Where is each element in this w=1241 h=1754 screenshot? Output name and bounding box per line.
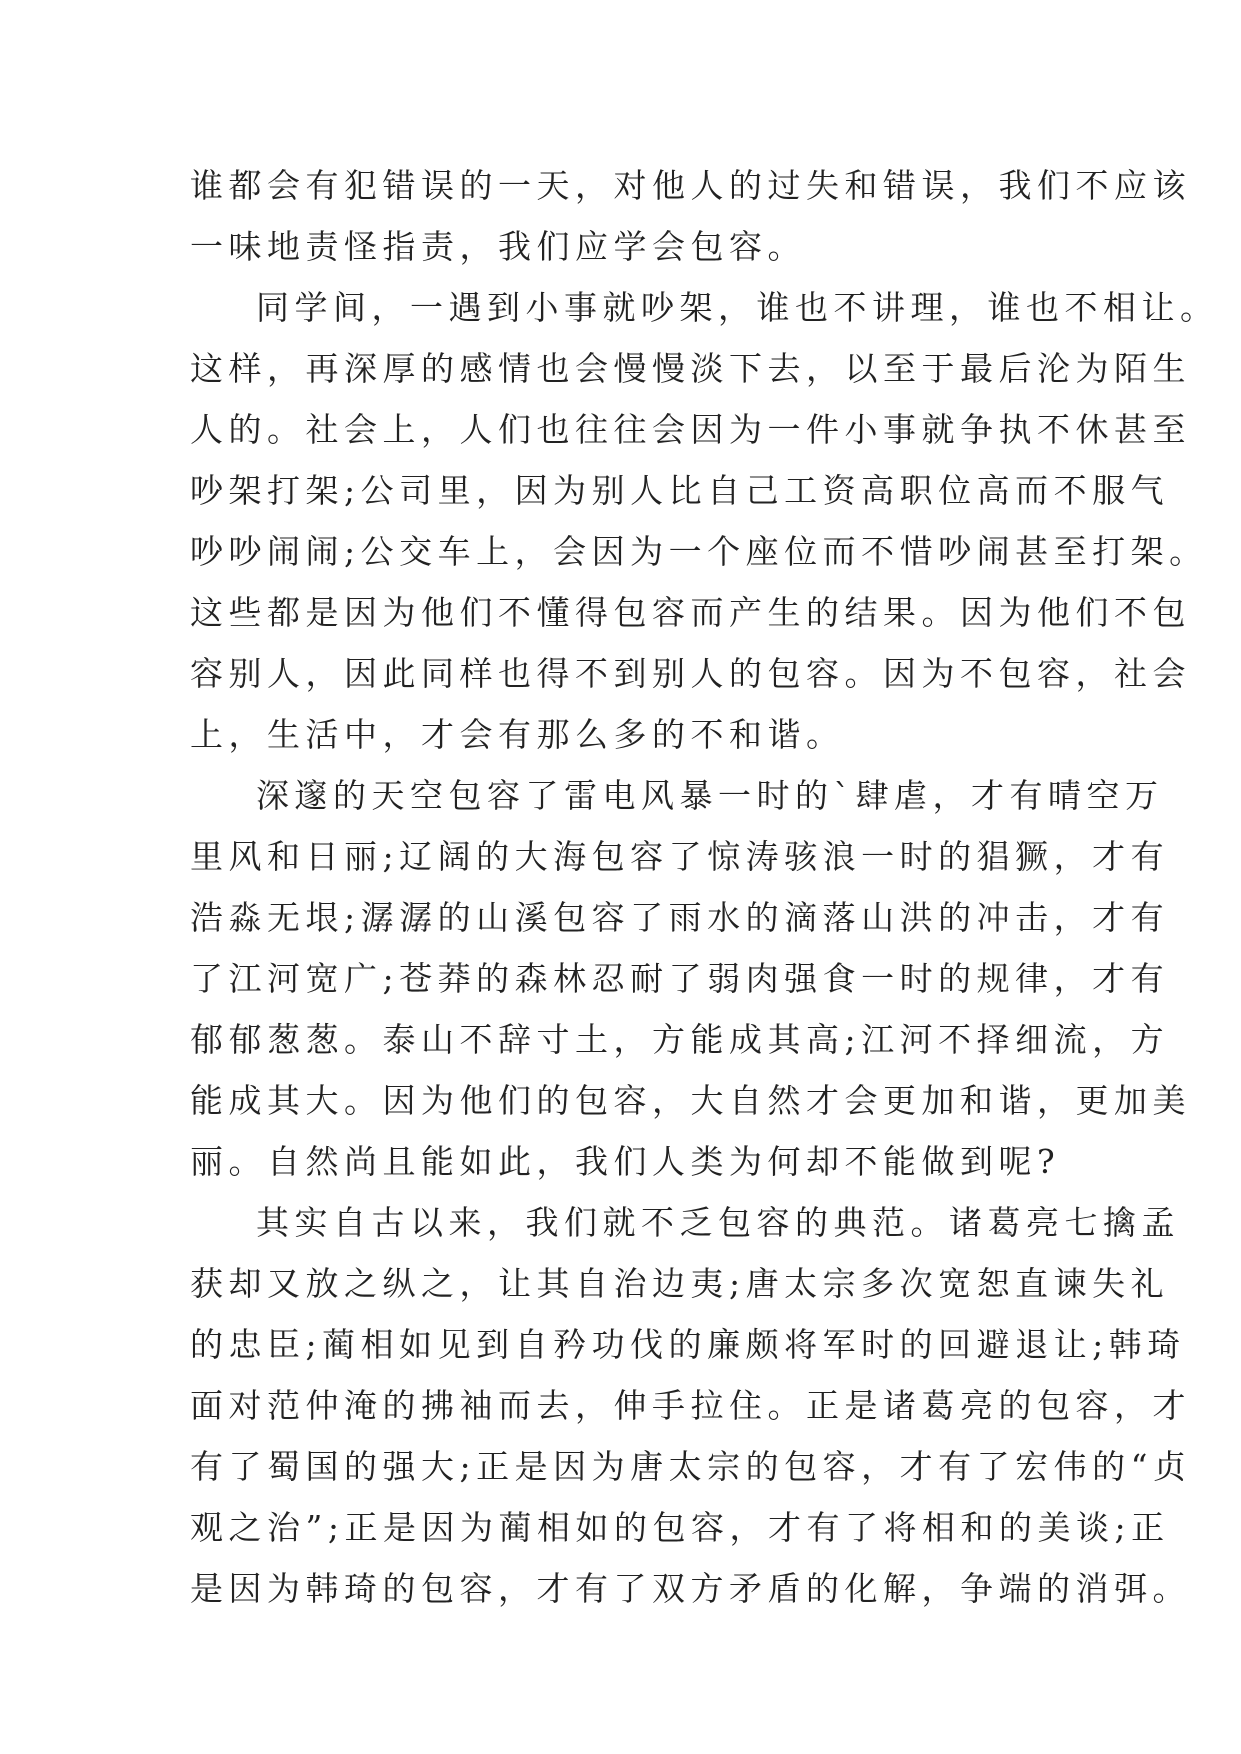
text-line: 吵吵闹闹;公交车上，会因为一个座位而不惜吵闹甚至打架。 [190,532,1208,571]
essay-body [190,155,1219,1619]
text-line: 一味地责怪指责，我们应学会包容。 [190,227,806,266]
text-line: 这些都是因为他们不懂得包容而产生的结果。因为他们不包 [190,593,1191,632]
text-line: 的忠臣;蔺相如见到自矜功伐的廉颇将军时的回避退让;韩琦 [190,1325,1186,1364]
text-line: 有了蜀国的强大;正是因为唐太宗的包容，才有了宏伟的“贞 [190,1447,1192,1486]
text-line: 吵架打架;公司里，因为别人比自己工资高职位高而不服气 [190,471,1170,510]
text-line: 这样，再深厚的感情也会慢慢淡下去，以至于最后沦为陌生 [190,349,1191,388]
text-line: 获却又放之纵之，让其自治边夷;唐太宗多次宽恕直谏失礼 [190,1264,1170,1303]
text-line: 了江河宽广;苍莽的森林忍耐了弱肉强食一时的规律，才有 [190,959,1170,998]
text-line: 浩淼无垠;潺潺的山溪包容了雨水的滴落山洪的冲击，才有 [190,898,1170,937]
text-line: 丽。自然尚且能如此，我们人类为何却不能做到呢? [190,1142,1061,1181]
text-line: 人的。社会上，人们也往往会因为一件小事就争执不休甚至 [190,410,1191,449]
text-line: 郁郁葱葱。泰山不辞寸土，方能成其高;江河不择细流，方 [190,1020,1170,1059]
paragraph-start-line: 其实自古以来，我们就不乏包容的典范。诸葛亮七擒孟 [256,1203,1180,1242]
paragraph-start-line: 深邃的天空包容了雷电风暴一时的`肆虐，才有晴空万 [256,776,1164,815]
paragraph-start-line: 同学间，一遇到小事就吵架，谁也不讲理，谁也不相让。 [256,288,1219,327]
text-line: 上，生活中，才会有那么多的不和谐。 [190,715,845,754]
text-line: 容别人，因此同样也得不到别人的包容。因为不包容，社会 [190,654,1191,693]
text-line: 是因为韩琦的包容，才有了双方矛盾的化解，争端的消弭。 [190,1569,1191,1608]
text-line: 面对范仲淹的拂袖而去，伸手拉住。正是诸葛亮的包容，才 [190,1386,1191,1425]
text-line: 能成其大。因为他们的包容，大自然才会更加和谐，更加美 [190,1081,1191,1120]
text-line: 观之治”;正是因为蔺相如的包容，才有了将相和的美谈;正 [190,1508,1170,1547]
text-line: 里风和日丽;辽阔的大海包容了惊涛骇浪一时的猖獗，才有 [190,837,1170,876]
text-line: 谁都会有犯错误的一天，对他人的过失和错误，我们不应该 [190,166,1191,205]
